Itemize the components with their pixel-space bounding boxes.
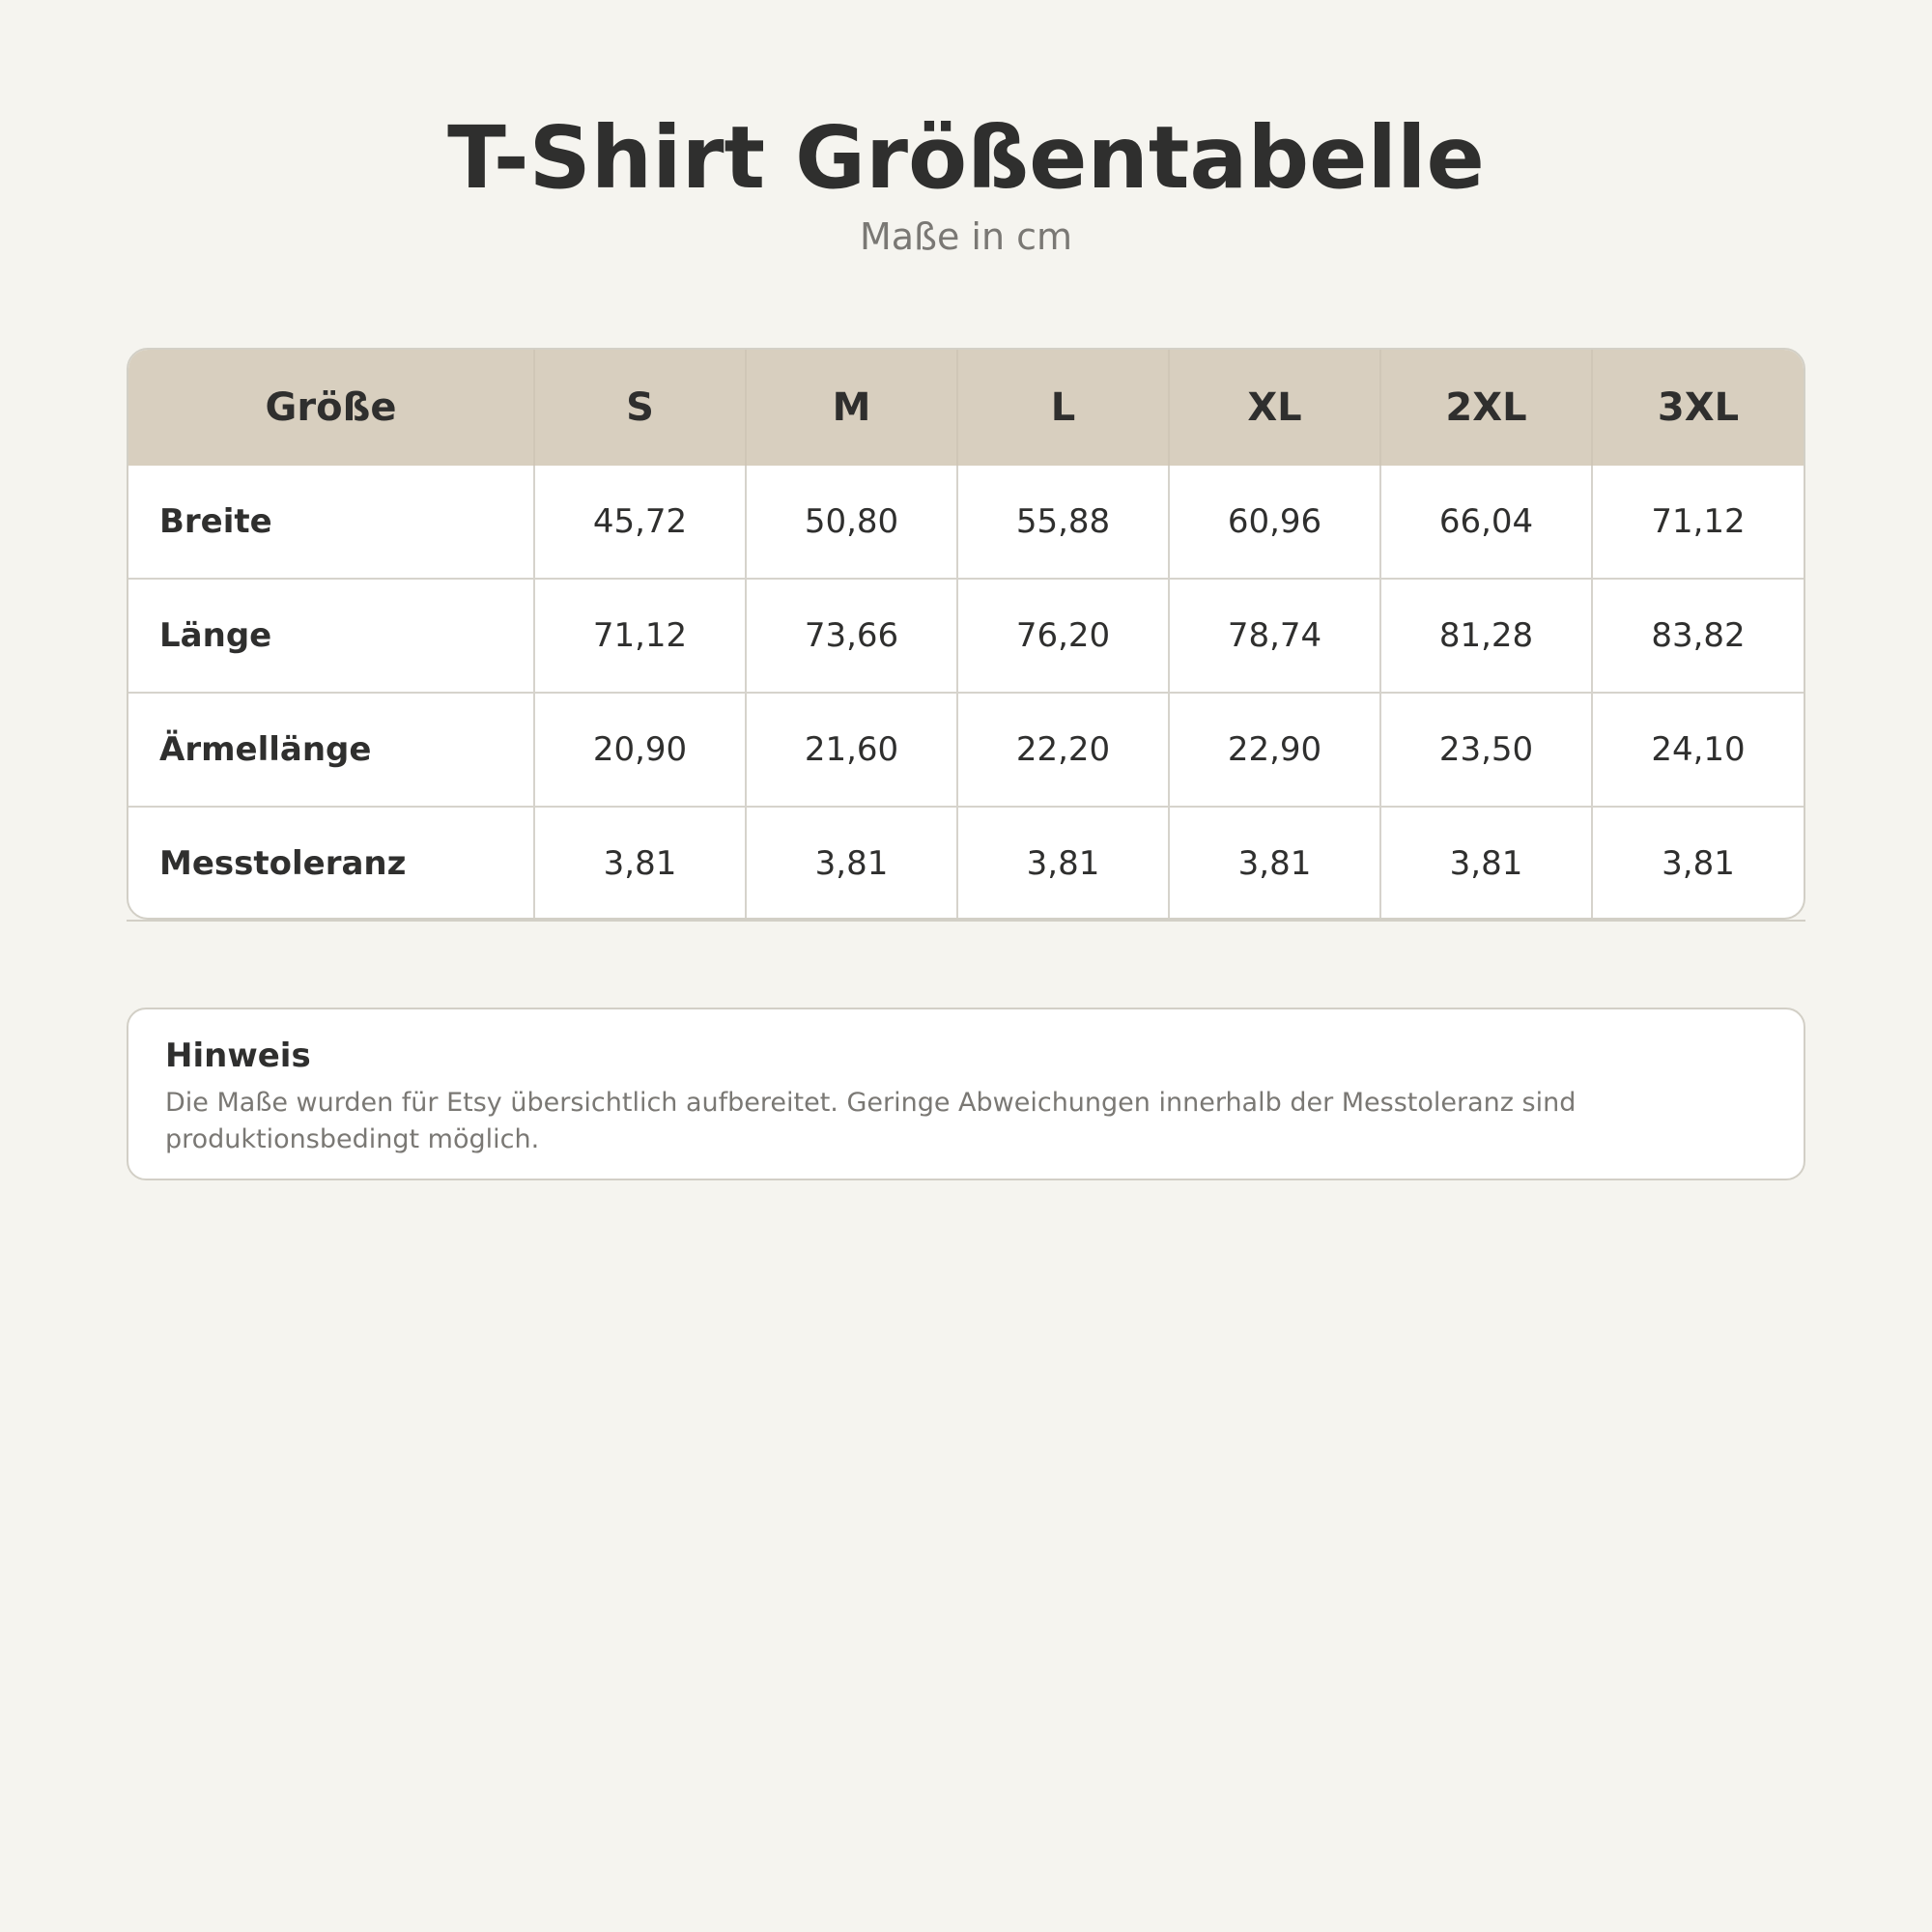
table-cell: 22,90 bbox=[1169, 693, 1380, 807]
table-cell: 21,60 bbox=[746, 693, 957, 807]
table-header-row bbox=[128, 350, 1804, 466]
column-header-m: M bbox=[746, 350, 957, 466]
page-subtitle: Maße in cm bbox=[859, 215, 1073, 258]
note-title: Hinweis bbox=[165, 1037, 311, 1075]
table-cell: 78,74 bbox=[1169, 579, 1380, 693]
table-cell: 3,81 bbox=[1662, 844, 1735, 883]
row-label-breite: Breite bbox=[128, 466, 534, 579]
row-label-messtoleranz: Messtoleranz bbox=[128, 807, 534, 920]
table-cell: 73,66 bbox=[746, 579, 957, 693]
column-header-size: Größe bbox=[128, 350, 534, 466]
table-row bbox=[128, 693, 1804, 807]
table-cell: 45,72 bbox=[534, 466, 746, 579]
table-cell: 3,81 bbox=[746, 807, 957, 920]
table-row bbox=[128, 579, 1804, 693]
table-cell: 3,81 bbox=[957, 807, 1169, 920]
table-cell: 50,80 bbox=[746, 466, 957, 579]
row-label-laenge: Länge bbox=[128, 579, 534, 693]
table-row bbox=[128, 466, 1804, 579]
table-cell: 66,04 bbox=[1380, 466, 1592, 579]
column-header-3xl: 3XL bbox=[1592, 350, 1804, 466]
column-header-s: S bbox=[534, 350, 746, 466]
note-card bbox=[127, 1008, 1805, 1180]
column-header-2xl: 2XL bbox=[1380, 350, 1592, 466]
column-header-l: L bbox=[957, 350, 1169, 466]
table-cell: 60,96 bbox=[1169, 466, 1380, 579]
table-cell: 23,50 bbox=[1380, 693, 1592, 807]
table-row bbox=[128, 807, 1804, 920]
table-cell: 22,20 bbox=[957, 693, 1169, 807]
table-cell: 3,81 bbox=[1380, 807, 1592, 920]
table-cell: 55,88 bbox=[957, 466, 1169, 579]
table-cell: 3,81 bbox=[534, 807, 746, 920]
size-table bbox=[128, 350, 1804, 920]
table-cell: 81,28 bbox=[1380, 579, 1592, 693]
table-cell: 76,20 bbox=[957, 579, 1169, 693]
table-cell: 3,81 bbox=[1169, 807, 1380, 920]
column-header-xl: XL bbox=[1169, 350, 1380, 466]
table-cell: 83,82 bbox=[1592, 579, 1804, 693]
table-divider bbox=[127, 920, 1805, 922]
table-cell: 71,12 bbox=[534, 579, 746, 693]
size-table-card bbox=[127, 348, 1805, 920]
row-label-aermellaenge: Ärmellänge bbox=[128, 693, 534, 807]
table-cell: 24,10 bbox=[1592, 693, 1804, 807]
table-cell: 20,90 bbox=[534, 693, 746, 807]
page-title: T-Shirt Größentabelle bbox=[447, 107, 1485, 208]
note-text: Die Maße wurden für Etsy übersichtlich aufbereitet. Geringe Abweichungen innerhalb der Messtoleranz sind produktionsbedingt möglich. bbox=[165, 1088, 1577, 1154]
table-cell: 71,12 bbox=[1592, 466, 1804, 579]
